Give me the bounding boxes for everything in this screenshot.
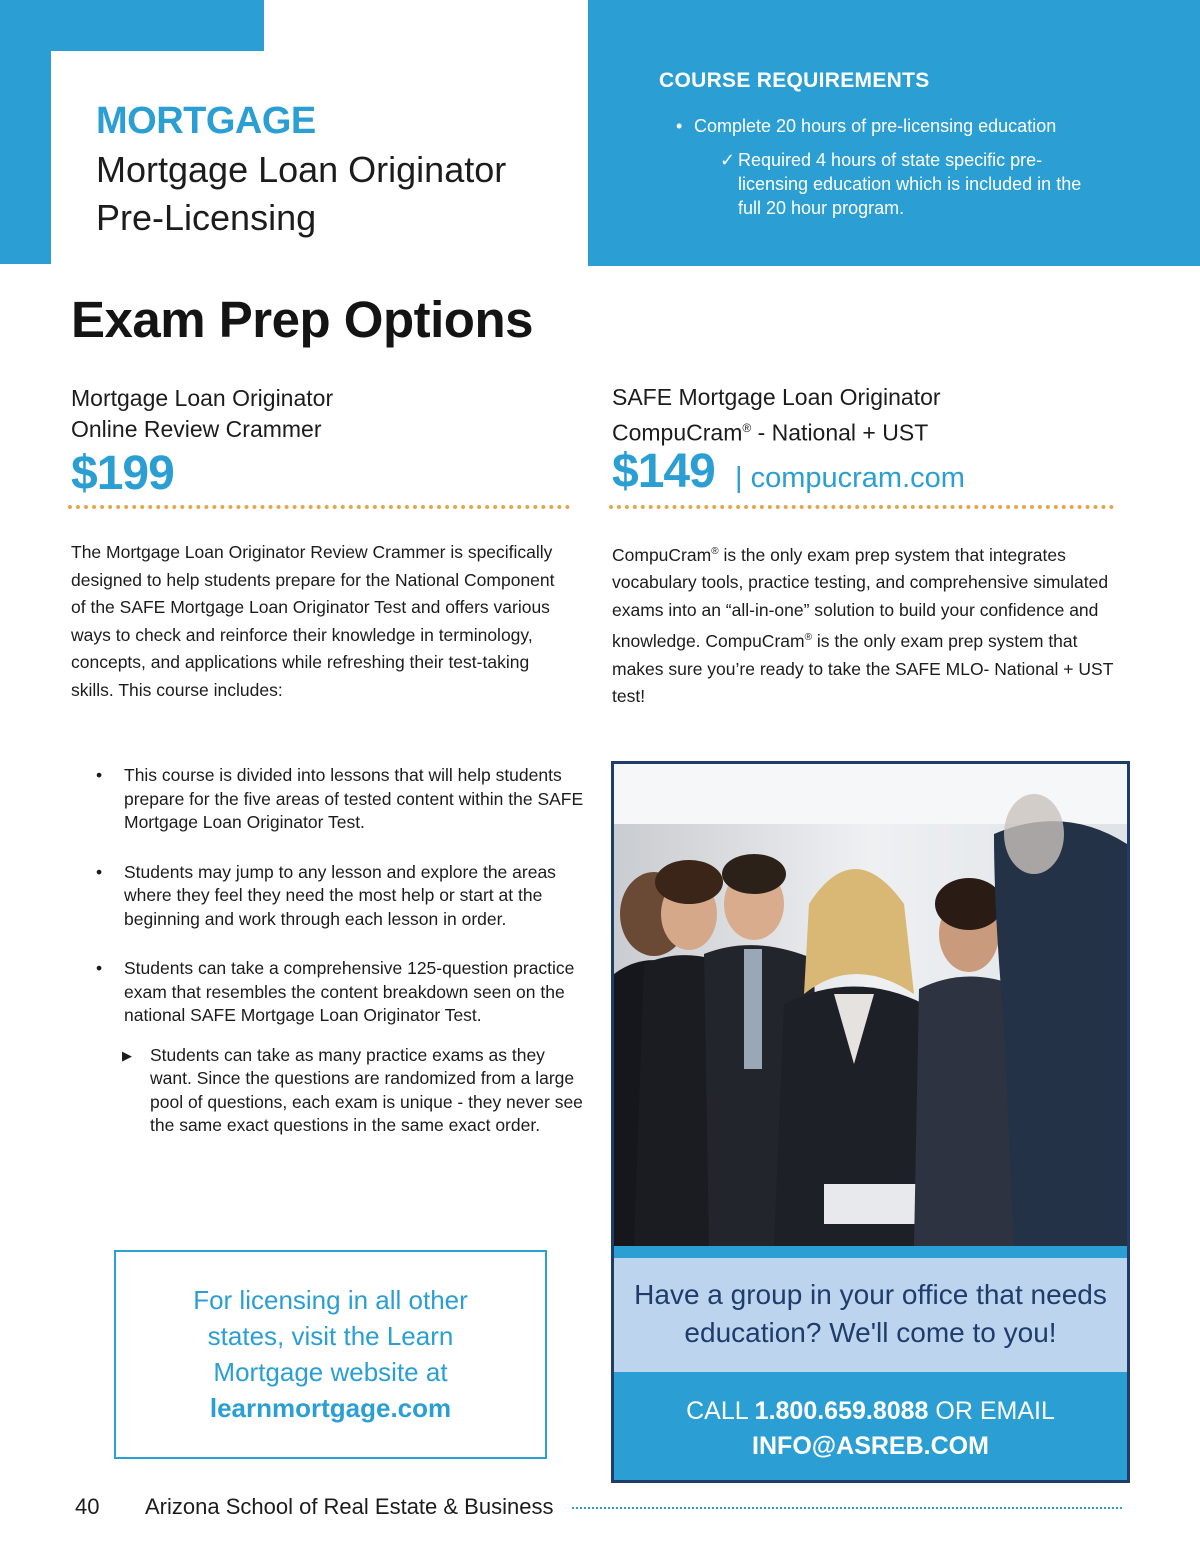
sub-list-item-text: Students can take as many practice exams as they want. Since the questions are randomized from a large pool of questions, each exam is unique - they never see the same exact questions in the same exact order. (150, 1044, 583, 1135)
right-product-price: $149 (612, 445, 715, 498)
left-product-description: The Mortgage Loan Originator Review Crammer is specifically designed to help students prepare for the National Component of the SAFE Mortgage Loan Originator Test and offers various ways to check and reinforce their knowledge in terminology, concepts, and applications while refreshing their test-taking skills. This course includes: (71, 542, 555, 700)
triangle-right-icon: ▶ (122, 1047, 132, 1063)
bullet-icon: • (676, 116, 683, 136)
requirements-sub-item (720, 148, 1100, 220)
list-item (96, 957, 586, 1028)
learnmortgage-link[interactable]: learnmortgage.com (209, 1393, 452, 1423)
right-product-description: CompuCram® is the only exam prep system that integrates vocabulary tools, practice testing, and comprehensive simulated exams into an “all-in-one” solution to build your confidence and knowledge. CompuCram® is the only exam prep system that makes sure you’re ready to take the SAFE MLO- National + UST test! (612, 544, 1114, 707)
sub-list-item (96, 1044, 586, 1138)
bullet-icon: • (96, 765, 103, 785)
checkmark-icon: ✓ (720, 150, 736, 170)
right-dotted-divider (609, 505, 1114, 509)
course-requirements-box (588, 0, 1200, 266)
group-promo-text: Have a group in your office that needs education? We'll come to you! (614, 1258, 1127, 1372)
category-label: MORTGAGE (96, 100, 316, 142)
bullet-icon: • (96, 861, 103, 882)
bullet-icon: • (96, 958, 103, 978)
list-item (96, 861, 586, 932)
footer-school-name: Arizona School of Real Estate & Business (145, 1494, 554, 1519)
left-product-price: $199 (71, 447, 174, 500)
phone-number[interactable]: 1.800.659.8088 (754, 1397, 929, 1425)
course-title-line1: Mortgage Loan Originator (96, 149, 507, 190)
email-address[interactable]: INFO@ASREB.COM (752, 1432, 989, 1460)
list-item (96, 764, 586, 835)
left-product-features (96, 764, 586, 1138)
compucram-link[interactable]: | compucram.com (735, 462, 965, 494)
course-title (96, 146, 506, 242)
classroom-photo (614, 764, 1127, 1246)
left-dotted-divider (68, 505, 570, 509)
course-title-line2: Pre-Licensing (96, 197, 317, 238)
list-item-text: This course is divided into lessons that will help students prepare for the five areas of tested content within the SAFE Mortgage Loan Originator Test. (124, 765, 584, 832)
page-title: Exam Prep Options (71, 291, 533, 348)
right-product-name (612, 382, 941, 449)
group-education-panel (611, 761, 1130, 1483)
right-product-name-line1: SAFE Mortgage Loan Originator (612, 384, 941, 410)
contact-info (614, 1394, 1127, 1464)
right-product-name-line2: CompuCram® - National + UST (612, 419, 929, 446)
left-product-name-line2: Online Review Crammer (71, 416, 322, 442)
list-item-text: Students can take a comprehensive 125-question practice exam that resembles the content breakdown seen on the national SAFE Mortgage Loan Originator Test. (124, 958, 575, 1025)
requirements-sub-item-text: Required 4 hours of state specific pre-licensing education which is included in the full 20 hour program. (738, 150, 1082, 218)
requirements-heading: COURSE REQUIREMENTS (659, 69, 930, 92)
left-product-name (71, 383, 333, 445)
left-product-name-line1: Mortgage Loan Originator (71, 385, 334, 411)
call-line: CALL 1.800.659.8088 OR EMAIL (686, 1397, 1055, 1425)
footer-dotted-divider (572, 1507, 1122, 1509)
list-item-text: Students may jump to any lesson and explore the areas where they feel they need the most help or start at the beginning and work through each lesson in order. (124, 861, 556, 929)
requirements-item-text: Complete 20 hours of pre-licensing education (694, 116, 1057, 136)
other-states-text: For licensing in all other states, visit the Learn Mortgage website at (193, 1285, 468, 1387)
page-number: 40 (75, 1494, 100, 1519)
other-states-box (114, 1250, 547, 1459)
